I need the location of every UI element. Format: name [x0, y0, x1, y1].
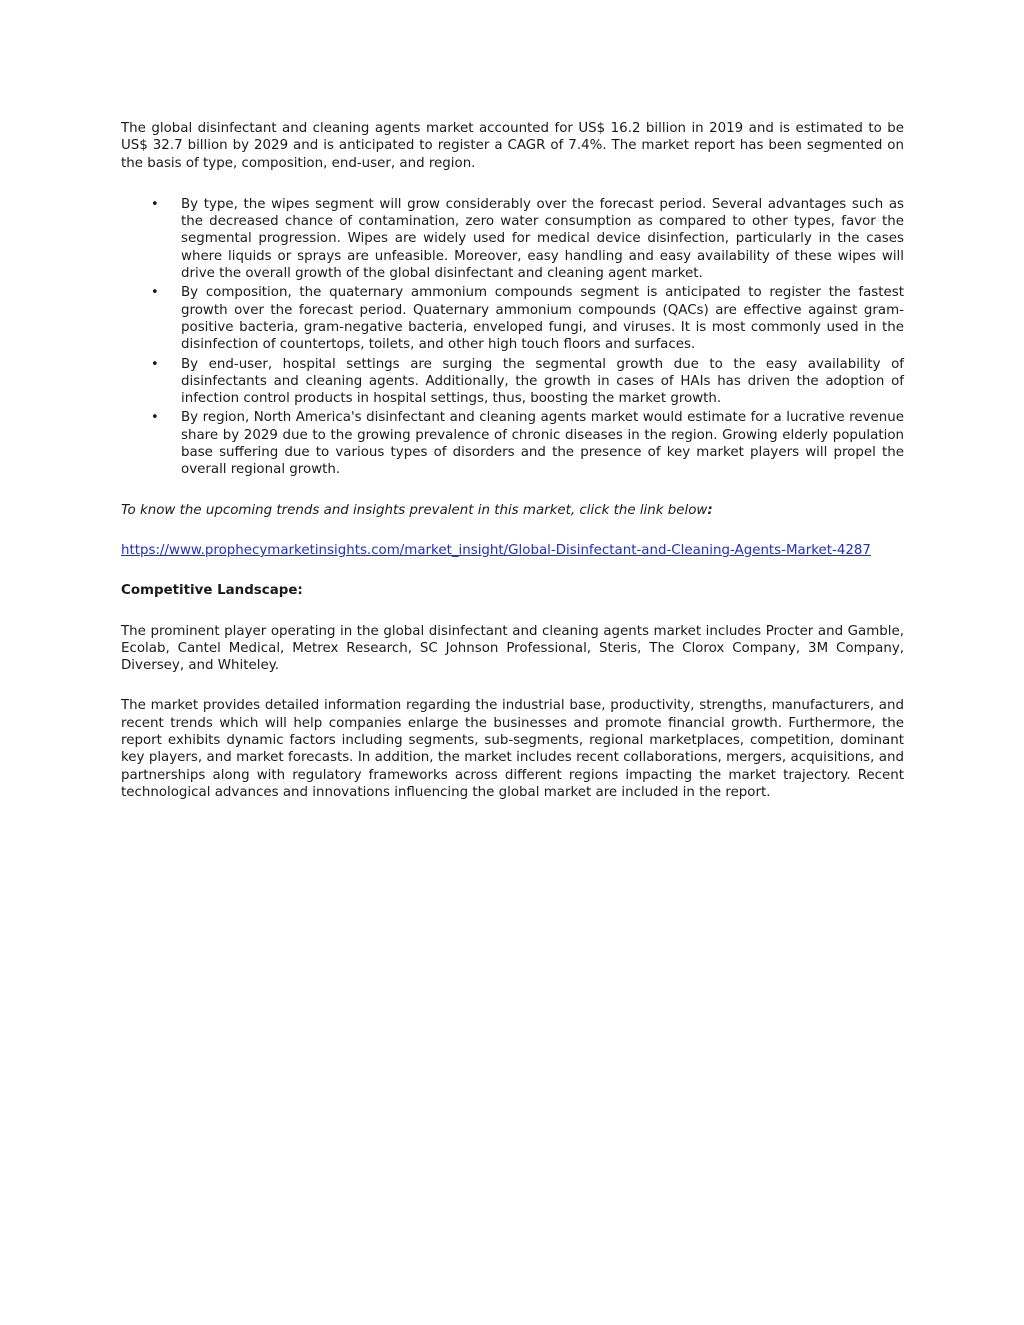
bullet-text: By region, North America's disinfectant and cleaning agents market would estimate for a lucrative revenue share by 2029 due to the growing prevalence of chronic diseases in the region. Growing elderly population base suffering due to various types of disorders and the presence of key market players will propel the overall regional growth. — [181, 410, 904, 478]
market-details-paragraph: The market provides detailed information regarding the industrial base, productivity, strengths, manufacturers, and recent trends which will help companies enlarge the businesses and promote financial growth. Furthermore, the report exhibits dynamic factors including segments, sub-segments, regional marketplaces, competition, dominant key players, and market forecasts. In addition, the market includes recent collaborations, mergers, acquisitions, and partnerships along with regulatory frameworks across different regions impacting the market trajectory. Recent technological advances and innovations influencing the global market are included in the report. — [121, 698, 904, 800]
document-page — [121, 120, 904, 824]
intro-paragraph: The global disinfectant and cleaning agents market accounted for US$ 16.2 billion in 2019 and is estimated to be US$ 32.7 billion by 2029 and is anticipated to register a CAGR of 7.4%. The market report has been segmented on the basis of type, composition, end-user, and region. — [121, 121, 904, 171]
bullet-item-region — [151, 409, 904, 478]
bullet-icon: • — [151, 356, 159, 372]
bullet-icon: • — [151, 410, 159, 426]
segment-bullet-list — [121, 196, 904, 479]
bullet-text: By type, the wipes segment will grow considerably over the forecast period. Several advantages such as the decreased chance of contamination, zero water consumption as compared to other types, favor the segmental progression. Wipes are widely used for medical device disinfection, particularly in the cases where liquids or sprays are unfeasible. Moreover, easy handling and easy availability of these wipes will drive the overall growth of the global disinfectant and cleaning agent market. — [181, 196, 904, 282]
bullet-item-end-user — [151, 356, 904, 408]
bullet-item-type — [151, 196, 904, 282]
cta-text: To know the upcoming trends and insights prevalent in this market, click the link below — [121, 502, 708, 518]
bullet-icon: • — [151, 285, 159, 301]
bullet-icon: • — [151, 196, 159, 212]
bullet-text: By end-user, hospital settings are surging the segmental growth due to the easy availability of disinfectants and cleaning agents. Additionally, the growth in cases of HAIs has driven the adoption of infection control products in hospital settings, thus, boosting the market growth. — [181, 356, 904, 407]
cta-colon: : — [707, 502, 713, 518]
competitive-landscape-heading: Competitive Landscape: — [121, 583, 303, 599]
call-to-action-text — [121, 502, 904, 519]
competitive-players-paragraph: The prominent player operating in the global disinfectant and cleaning agents market includes Procter and Gamble, Ecolab, Cantel Medical, Metrex Research, SC Johnson Professional, Steris, The Clorox Company, 3M Company, Diversey, and Whiteley. — [121, 623, 904, 674]
bullet-item-composition — [151, 284, 904, 353]
market-report-link[interactable]: https://www.prophecymarketinsights.com/market_insight/Global-Disinfectant-and-Cleaning-Agents-Market-4287 — [121, 542, 871, 558]
bullet-text: By composition, the quaternary ammonium compounds segment is anticipated to register the fastest growth over the forecast period. Quaternary ammonium compounds (QACs) are effective against gram-positive bacteria, gram-negative bacteria, enveloped fungi, and viruses. It is most commonly used in the disinfection of countertops, toilets, and other high touch floors and surfaces. — [181, 285, 904, 353]
